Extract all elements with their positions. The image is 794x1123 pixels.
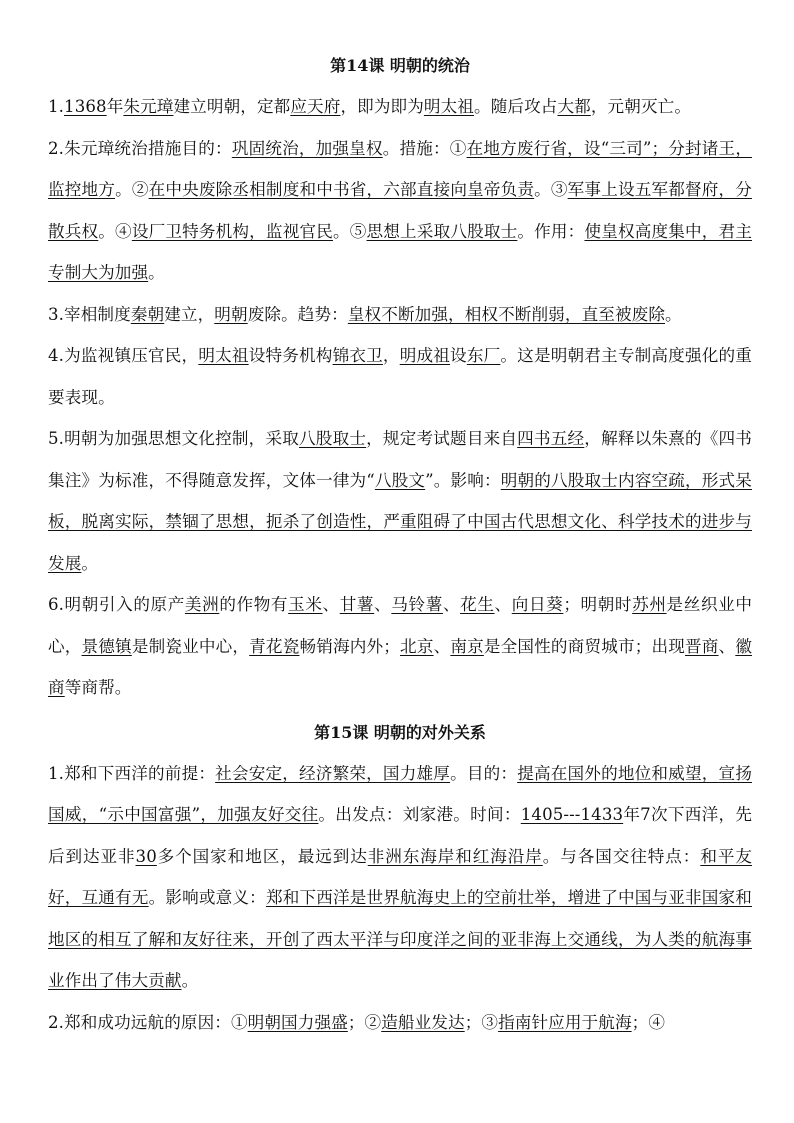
key-point-text: 1368 [64,97,107,116]
key-point-text: 晋商 [685,636,719,656]
body-text: 。随后攻占 [474,97,558,116]
body-text: ；③ [464,1012,499,1032]
key-point-text: 指南针应用于航海 [498,1012,632,1032]
key-point-text: 北京 [399,636,434,656]
key-point-text: 明朝 [214,304,248,324]
body-text: 2.朱元璋统治措施目的： [48,138,232,158]
paragraph [48,753,752,1002]
key-point-text: 军事上设五军都督府，分散兵权 [48,180,752,241]
key-point-text: 苏州 [632,595,667,614]
key-point-text: 明朝的八股取士内容空疏，形式呆板，脱离实际，禁锢了思想，扼杀了创造性，严重阻碍了中国古代思想文化、科学技术的进步与发展 [48,470,752,573]
body-text: 。 [665,304,682,324]
key-point-text: 造船业发达 [381,1012,465,1032]
body-text: 。 [81,553,99,573]
key-point-text: 徽商 [48,636,753,697]
key-point-text: 八股文 [374,470,426,490]
key-point-text: 明朝国力强盛 [247,1012,348,1032]
lesson-14-title: 第14课 明朝的统治 [330,56,470,75]
key-point-text: 皇权不断加强，相权不断削弱，直至被废除 [347,304,666,324]
key-point-text: 在中央废除丞相制度和中书省，六部直接向皇帝负责 [148,180,535,199]
body-text: 。与各国交往特点： [542,846,701,866]
body-text: 。出发点：刘家港。时间： [318,805,521,824]
body-text: 2.郑和成功远航的原因：① [48,1012,248,1032]
key-point-text: 秦朝 [130,304,165,324]
body-text: 、 [442,595,461,614]
key-point-text: 社会安定，经济繁荣，国力雄厚 [215,763,451,783]
key-point-text: 青花瓷 [249,636,300,656]
key-point-text: 马铃薯 [391,595,443,614]
body-text: ，元朝灭亡。 [590,97,692,116]
body-text: ”。影响： [425,470,501,490]
body-text: 。作用： [517,221,585,241]
key-point-text: 甘薯 [339,595,375,614]
body-text: 。 [181,971,199,990]
key-point-text: 四书五经 [517,429,585,448]
body-text: 1. [48,97,65,116]
key-point-text: 朱元璋 [123,97,174,116]
key-point-text: 思想上采取八股取士 [366,221,518,241]
body-text: 建立， [164,304,215,324]
document-page [48,54,752,1043]
key-point-text: 设厂卫特务机构，监视官民 [131,221,333,241]
body-text: 。这是明朝君主专制高度强化的重要表现。 [48,346,752,407]
key-point-text: 郑和下西洋是世界航海史上的空前壮举，增进了中国与亚非国家和地区的相互了解和友好往来，开创了西太平洋与印度洋之间的亚非海上交通线，为人类的航海事业作出了伟大贡献 [48,888,752,990]
body-text: 、 [322,595,340,614]
body-text: 。措施：① [382,138,467,158]
key-point-text: 巩固统治，加强皇权 [231,138,383,158]
body-text: 、 [494,595,512,614]
body-text: 设 [450,346,467,365]
body-text: ，即为即为 [340,97,424,116]
key-point-text: 非洲东海岸和红海沿岸 [367,846,543,866]
key-point-text: 明成祖 [399,346,451,365]
key-point-text: 景德镇 [81,636,132,656]
body-text: 的作物有 [219,595,289,614]
paragraph [48,1002,752,1044]
body-text: 是丝织业中心， [48,595,753,656]
paragraph [48,294,752,336]
body-text: 。④ [98,221,132,241]
key-point-text: 提高在国外的地位和威望，宣扬国威，“示中国富强”，加强友好交往 [48,763,753,824]
key-point-text: 东厂 [466,346,501,365]
body-text: ， [382,346,400,365]
body-text: ；② [347,1012,382,1032]
lesson-15-title: 第15课 明朝的对外关系 [314,722,486,742]
body-text: 畅销海内外； [299,636,400,656]
key-point-text: 和平友好，互通有无 [48,846,753,907]
body-text: 。⑤ [332,221,367,241]
paragraph [48,418,752,584]
body-text: ，规定考试题目来自 [366,429,518,448]
body-text: 是全国性的商贸城市；出现 [483,636,686,656]
body-text: ；④ [631,1012,666,1032]
body-text: 1.郑和下西洋的前提： [48,763,216,783]
paragraph [48,335,752,418]
key-point-text: 使皇权高度集中，君主专制大为加强 [48,221,753,282]
key-point-text: 向日葵 [511,595,564,614]
key-point-text: 1405---1433 [520,805,624,824]
body-text: 4.为监视镇压官民， [48,346,199,365]
paragraph [48,128,752,294]
key-point-text: 花生 [460,595,495,614]
lesson-14-body [48,86,752,709]
body-text: ；明朝时 [563,595,633,614]
body-text: 。③ [534,180,568,199]
body-text: 是制瓷业中心， [131,636,250,656]
body-text: 建立明朝，定都 [173,97,291,116]
body-text: 。影响或意义： [148,888,266,907]
body-text: 3.宰相制度 [48,304,131,324]
key-point-text: 在地方废行省，设“三司”；分封诸王，监控地方 [48,138,753,199]
body-text: 。目的： [450,763,518,783]
key-point-text: 锦衣卫 [332,346,383,365]
body-text: 。② [115,180,149,199]
body-text: 、 [433,636,451,656]
body-text: 年 [106,97,124,116]
key-point-text: 大都 [557,97,591,116]
key-point-text: 明太祖 [198,346,249,365]
body-text: 。 [148,263,165,282]
key-point-text: 美洲 [184,595,220,614]
paragraph [48,86,752,128]
key-point-text: 玉米 [288,595,323,614]
body-text: 等商帮。 [64,678,132,697]
key-point-text: 南京 [450,636,484,656]
lesson-15-body [48,753,752,1044]
body-text: 废除。趋势： [247,304,348,324]
body-text: 6.明朝引入的原产 [48,595,185,614]
body-text: 设特务机构 [248,346,333,365]
key-point-text: 30 [135,846,157,866]
body-text: 、 [718,636,736,656]
key-point-text: 应天府 [290,97,341,116]
body-text: 年7次下西洋，先后到达亚非 [48,805,753,866]
body-text: 、 [374,595,392,614]
body-text: 5.明朝为加强思想文化控制，采取 [48,429,300,448]
body-text: ，解释以朱熹的《四书集注》为标准，不得随意发挥，文体一律为“ [48,429,753,490]
key-point-text: 明太祖 [423,97,474,116]
paragraph [48,584,752,709]
body-text: 多个国家和地区，最远到达 [156,846,368,866]
key-point-text: 八股取士 [299,429,367,448]
